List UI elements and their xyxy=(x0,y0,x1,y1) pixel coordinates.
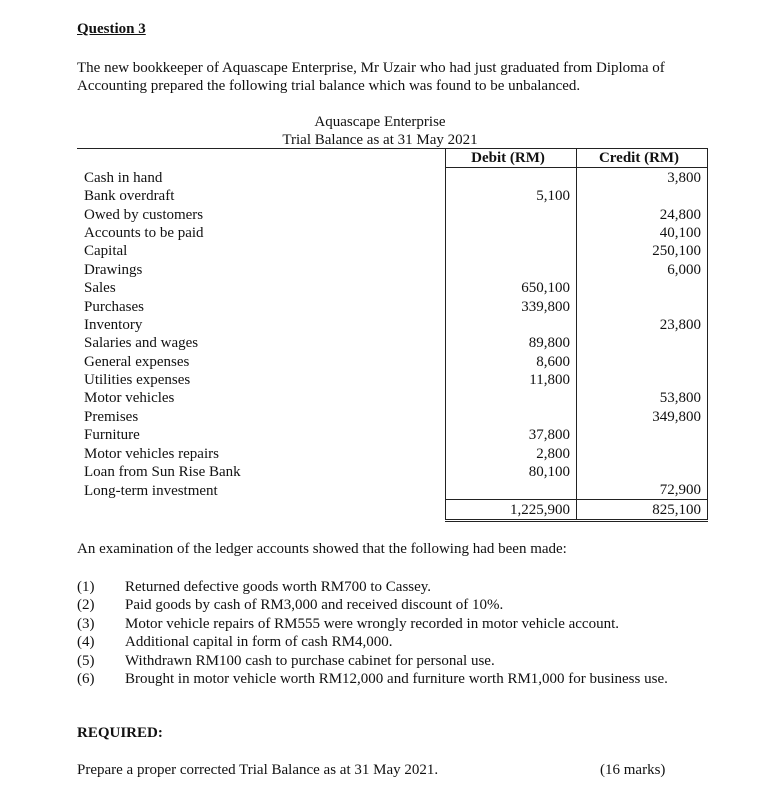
credit-cell: 6,000 xyxy=(577,260,708,278)
table-row xyxy=(77,297,708,315)
trial-balance-date: Trial Balance as at 31 May 2021 xyxy=(282,132,478,148)
table-body xyxy=(77,168,708,500)
credit-cell: 24,800 xyxy=(577,205,708,223)
item-text: Withdrawn RM100 cash to purchase cabinet for personal use. xyxy=(125,652,495,669)
debit-cell xyxy=(446,168,577,187)
debit-cell: 650,100 xyxy=(446,279,577,297)
item-number: (1) xyxy=(77,579,95,595)
debit-cell: 8,600 xyxy=(446,352,577,370)
debit-cell xyxy=(446,389,577,407)
credit-cell xyxy=(577,371,708,389)
credit-cell xyxy=(577,463,708,481)
company-name: Aquascape Enterprise xyxy=(314,114,446,130)
debit-cell xyxy=(446,316,577,334)
credit-cell xyxy=(577,187,708,205)
credit-cell xyxy=(577,426,708,444)
account-name: Accounts to be paid xyxy=(84,224,204,241)
list-item xyxy=(77,596,697,614)
account-name: Loan from Sun Rise Bank xyxy=(84,464,241,481)
debit-cell: 2,800 xyxy=(446,444,577,462)
credit-cell xyxy=(577,297,708,315)
debit-cell: 11,800 xyxy=(446,371,577,389)
credit-cell: 250,100 xyxy=(577,242,708,260)
table-row xyxy=(77,168,708,187)
debit-cell: 89,800 xyxy=(446,334,577,352)
debit-cell: 37,800 xyxy=(446,426,577,444)
table-row xyxy=(77,260,708,278)
account-name: Motor vehicles xyxy=(84,390,175,407)
list-item xyxy=(77,670,697,688)
credit-cell xyxy=(577,444,708,462)
item-number: (2) xyxy=(77,597,95,614)
credit-cell: 72,900 xyxy=(577,481,708,500)
account-name: Cash in hand xyxy=(84,169,163,186)
table-row xyxy=(77,426,708,444)
table-row xyxy=(77,205,708,223)
table-row xyxy=(77,407,708,425)
examination-intro: An examination of the ledger accounts showed that the following had been made: xyxy=(77,541,567,557)
table-row xyxy=(77,371,708,389)
account-name: Sales xyxy=(84,280,116,297)
debit-cell xyxy=(446,242,577,260)
debit-cell xyxy=(446,407,577,425)
account-name: Utilities expenses xyxy=(84,372,191,389)
credit-cell: 349,800 xyxy=(577,407,708,425)
debit-cell: 339,800 xyxy=(446,297,577,315)
item-text: Additional capital in form of cash RM4,000. xyxy=(125,634,393,651)
marks-label: (16 marks) xyxy=(600,762,666,778)
debit-cell xyxy=(446,205,577,223)
item-text: Returned defective goods worth RM700 to Cassey. xyxy=(125,579,432,595)
debit-cell xyxy=(446,481,577,500)
total-credit: 825,100 xyxy=(577,500,708,520)
table-header-row xyxy=(77,149,708,168)
debit-cell: 80,100 xyxy=(446,463,577,481)
header-credit: Credit (RM) xyxy=(577,149,708,168)
credit-cell: 40,100 xyxy=(577,224,708,242)
totals-row xyxy=(77,500,708,520)
account-name: Premises xyxy=(84,408,139,425)
item-number: (3) xyxy=(77,615,95,632)
item-number: (6) xyxy=(77,671,95,688)
table-row xyxy=(77,444,708,462)
list-item xyxy=(77,633,697,651)
table-row xyxy=(77,352,708,370)
table-row xyxy=(77,389,708,407)
account-name: Purchases xyxy=(84,298,144,315)
table-row xyxy=(77,334,708,352)
account-name: Owed by customers xyxy=(84,206,204,223)
account-name: Capital xyxy=(84,243,128,260)
debit-cell: 5,100 xyxy=(446,187,577,205)
account-name: Long-term investment xyxy=(84,482,218,499)
table-row xyxy=(77,187,708,205)
list-item xyxy=(77,578,697,596)
table-row xyxy=(77,279,708,297)
table-row xyxy=(77,316,708,334)
credit-cell: 3,800 xyxy=(577,168,708,187)
task-text: Prepare a proper corrected Trial Balance as at 31 May 2021. xyxy=(77,762,439,778)
total-debit: 1,225,900 xyxy=(446,500,577,520)
account-name: Inventory xyxy=(84,316,143,333)
item-text: Motor vehicle repairs of RM555 were wrongly recorded in motor vehicle account. xyxy=(125,615,620,632)
credit-cell xyxy=(577,352,708,370)
item-number: (5) xyxy=(77,652,95,669)
table-row xyxy=(77,224,708,242)
item-text: Paid goods by cash of RM3,000 and received discount of 10%. xyxy=(125,597,504,614)
account-name: Drawings xyxy=(84,261,143,278)
table-row xyxy=(77,242,708,260)
table-row xyxy=(77,481,708,500)
debit-cell xyxy=(446,224,577,242)
header-debit: Debit (RM) xyxy=(446,149,577,168)
debit-cell xyxy=(446,260,577,278)
required-label: REQUIRED: xyxy=(77,725,163,741)
credit-cell xyxy=(577,279,708,297)
item-text: Brought in motor vehicle worth RM12,000 and furniture worth RM1,000 for business use. xyxy=(125,671,668,688)
question-title: Question 3 xyxy=(77,21,146,37)
credit-cell: 53,800 xyxy=(577,389,708,407)
credit-cell xyxy=(577,334,708,352)
account-name: Motor vehicles repairs xyxy=(84,445,219,462)
totals-label xyxy=(77,500,446,520)
trial-balance-table xyxy=(77,148,708,522)
account-name: General expenses xyxy=(84,353,190,370)
account-name: Furniture xyxy=(84,427,140,444)
list-item xyxy=(77,615,697,633)
credit-cell: 23,800 xyxy=(577,316,708,334)
account-name: Salaries and wages xyxy=(84,335,199,352)
intro-paragraph: The new bookkeeper of Aquascape Enterprise, Mr Uzair who had just graduated from Diploma of Accounting prepared the following trial balance which was found to be unbalanced. xyxy=(77,60,665,94)
item-number: (4) xyxy=(77,634,95,651)
table-row xyxy=(77,463,708,481)
list-item xyxy=(77,652,697,670)
error-list xyxy=(77,578,697,688)
header-account xyxy=(77,149,446,168)
account-name: Bank overdraft xyxy=(84,188,175,205)
